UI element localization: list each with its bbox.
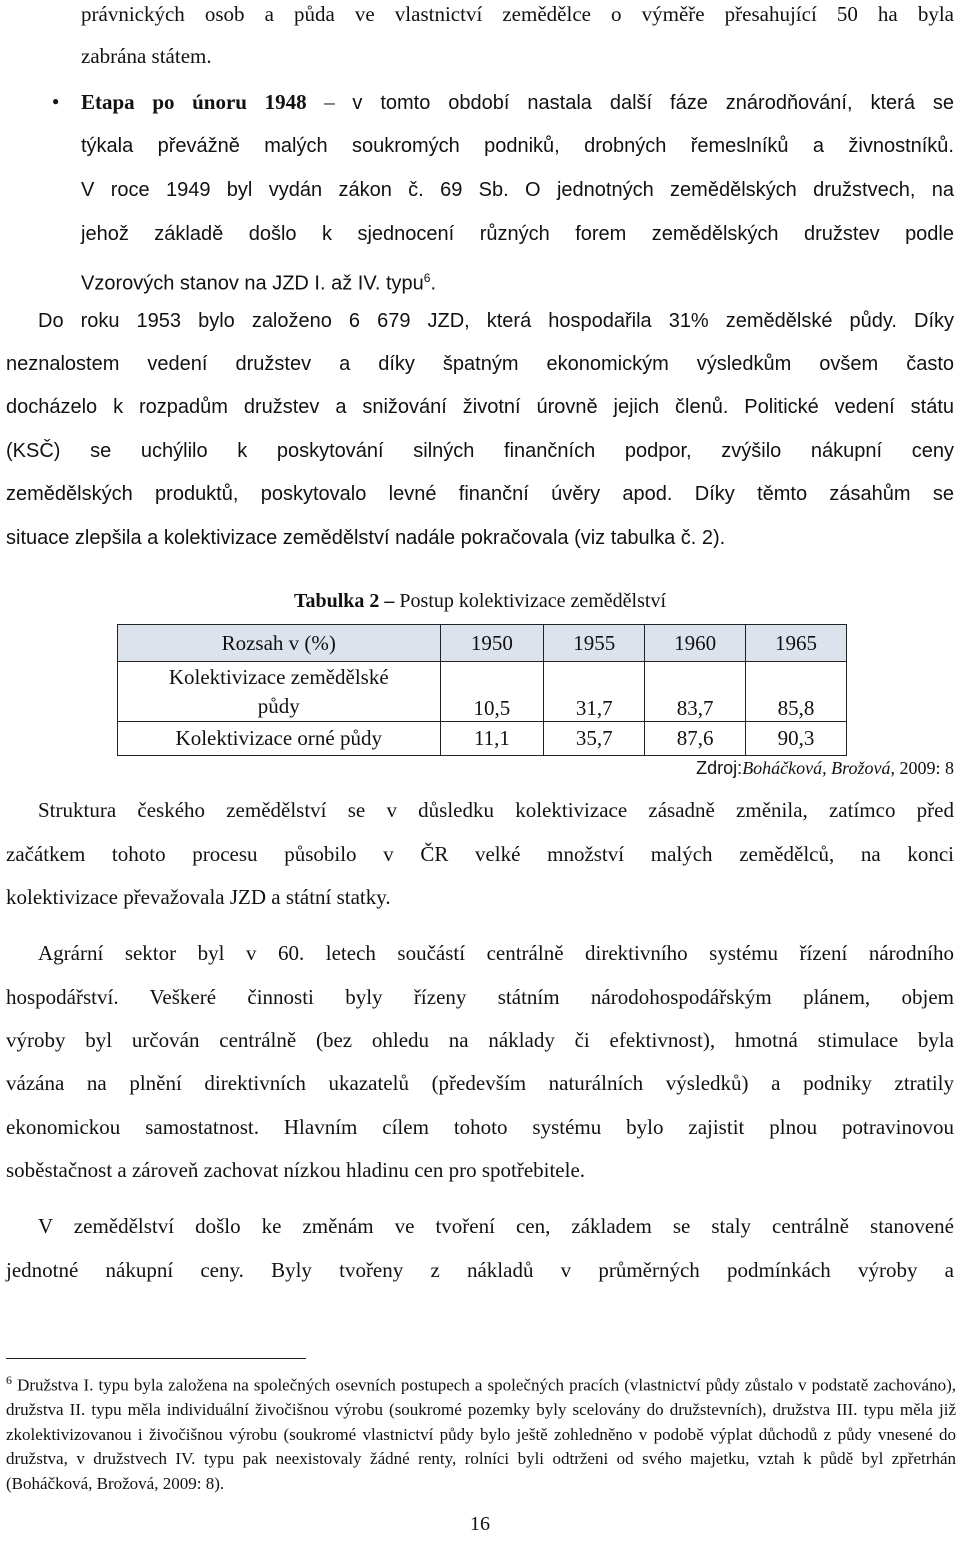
paragraph-3-line-3: výroby byl určován centrálně (bez ohledu na náklady či efektivnost), hmotná stimulace byla [6, 1028, 954, 1052]
table-caption [0, 590, 960, 613]
intro-line-2: zabrána státem. [81, 44, 212, 68]
table-cell: 10,5 [440, 662, 544, 722]
paragraph-1-line-6: situace zlepšila a kolektivizace zemědělství nadále pokračovala (viz tabulka č. 2). [6, 527, 726, 549]
intro-line-1: právnických osob a půda ve vlastnictví zemědělce o výměře přesahující 50 ha byla [81, 2, 954, 26]
paragraph-3-line-2: hospodářství. Veškeré činnosti byly řízeny státním národohospodářským plánem, objem [6, 985, 954, 1009]
table-cell: 11,1 [440, 722, 544, 756]
footnote [6, 1368, 956, 1496]
row-label-line-2: půdy [257, 693, 300, 718]
paragraph-4-line-2: jednotné nákupní ceny. Byly tvořeny z nákladů v průměrných podmínkách výroby a [6, 1258, 954, 1282]
row-label-line-1: Kolektivizace zemědělské [168, 664, 389, 689]
page-number: 16 [470, 1513, 490, 1535]
table-source [696, 758, 954, 779]
bullet-icon: ● [52, 94, 60, 108]
source-rest: , 2009: 8 [890, 758, 954, 778]
paragraph-1-line-3: docházelo k rozpadům družstev a snižování životní úrovně jejich členů. Politické vedení státu [6, 396, 954, 418]
source-authors: Boháčková, Brožová [742, 758, 891, 778]
paragraph-2-line-1: Struktura českého zemědělství se v důsledku kolektivizace zásadně změnila, zatímco před [38, 798, 954, 822]
paragraph-3-line-6: soběstačnost a zároveň zachovat nízkou hladinu cen pro spotřebitele. [6, 1158, 586, 1182]
table-row-label [118, 662, 441, 722]
table-header-cell: 1955 [544, 625, 645, 662]
footnote-text: Družstva I. typu byla založena na společných osevních postupech a společných pracích (vlastnictví půdy zůstalo v podstatě zachováno), družstva II. typu měla individuální živočišnou výrobu (soukromé pozemky byly scelovány do družstevních), družstva III. typu měla již zkolektivizovanou i živočišnou výrobu (soukromé vlastnictví půdy bylo ještě zohledněno v podobě výplat důchodů z půdy vnesené do družstva, v družstvech IV. typu pak neexistovaly žádné renty, rolníci byli odtrženi od svého majetku, vztah k půdě byl zpřetrhán (Boháčková, Brožová, 2009: 8). [6, 1375, 956, 1493]
table-header-cell: Rozsah v (%) [118, 625, 441, 662]
table-caption-label: Tabulka 2 [293, 590, 380, 612]
footnote-separator [6, 1358, 306, 1359]
paragraph-3-line-5: ekonomickou samostatnost. Hlavním cílem tohoto systému bylo zajistit plnou potravinovou [6, 1115, 954, 1139]
paragraph-2-line-3: kolektivizace převažovala JZD a státní statky. [6, 885, 391, 909]
table-row-label: Kolektivizace orné půdy [118, 722, 441, 756]
paragraph-1-line-2: neznalostem vedení družstev a díky špatným ekonomickým výsledkům ovšem často [6, 353, 954, 375]
table-cell: 87,6 [645, 722, 746, 756]
bullet-line-1-rest: v tomto období nastala další fáze znárodňování, která se [352, 92, 955, 114]
collectivization-table [117, 624, 847, 756]
bullet-line-2: týkala převážně malých soukromých podniků, drobných řemeslníků a živnostníků. [81, 135, 954, 157]
table-header-cell: 1960 [645, 625, 746, 662]
paragraph-4-line-1: V zemědělství došlo ke změnám ve tvoření cen, základem se staly centrálně stanovené [38, 1214, 954, 1238]
table-header-cell: 1965 [746, 625, 847, 662]
bullet-line-3: V roce 1949 byl vydán zákon č. 69 Sb. O jednotných zemědělských družstvech, na [81, 179, 954, 201]
paragraph-1-line-1: Do roku 1953 bylo založeno 6 679 JZD, která hospodařila 31% zemědělské půdy. Díky [38, 310, 954, 332]
footnote-ref: 6 [423, 271, 431, 285]
paragraph-1-line-4: (KSČ) se uchýlilo k poskytování silných finančních podpor, zvýšilo nákupní ceny [6, 440, 954, 462]
table-header-row [118, 625, 847, 662]
table-cell: 90,3 [746, 722, 847, 756]
paragraph-3-line-1: Agrární sektor byl v 60. letech součástí centrálně direktivního systému řízení národního [38, 941, 954, 965]
source-prefix: Zdroj: [696, 758, 743, 778]
footnote-number: 6 [6, 1373, 12, 1387]
paragraph-3-line-4: vázána na plnění direktivních ukazatelů (především naturálních výsledků) a podniky ztratily [6, 1071, 954, 1095]
bullet-line-4: jehož základě došlo k sjednocení různých forem zemědělských družstev podle [81, 223, 954, 245]
bullet-line-1 [81, 80, 954, 125]
table-row [118, 662, 847, 722]
table-cell: 31,7 [544, 662, 645, 722]
table-cell: 85,8 [746, 662, 847, 722]
paragraph-2-line-2: začátkem tohoto procesu působilo v ČR velké množství malých zemědělců, na konci [6, 842, 954, 866]
table-cell: 83,7 [645, 662, 746, 722]
table-cell: 35,7 [544, 722, 645, 756]
bullet-heading: Etapa po únoru 1948 [81, 90, 307, 114]
bullet-line-5-end: . [430, 272, 437, 295]
table-caption-dash: – [384, 590, 395, 612]
paragraph-1-line-5: zemědělských produktů, poskytovalo levné finanční úvěry apod. Díky těmto zásahům se [6, 483, 954, 505]
table-row [118, 722, 847, 756]
bullet-line-5-text: Vzorových stanov na JZD I. až IV. typu [81, 272, 424, 295]
bullet-dash: – [324, 90, 335, 114]
table-caption-title: Postup kolektivizace zemědělství [399, 590, 667, 612]
table-header-cell: 1950 [440, 625, 544, 662]
